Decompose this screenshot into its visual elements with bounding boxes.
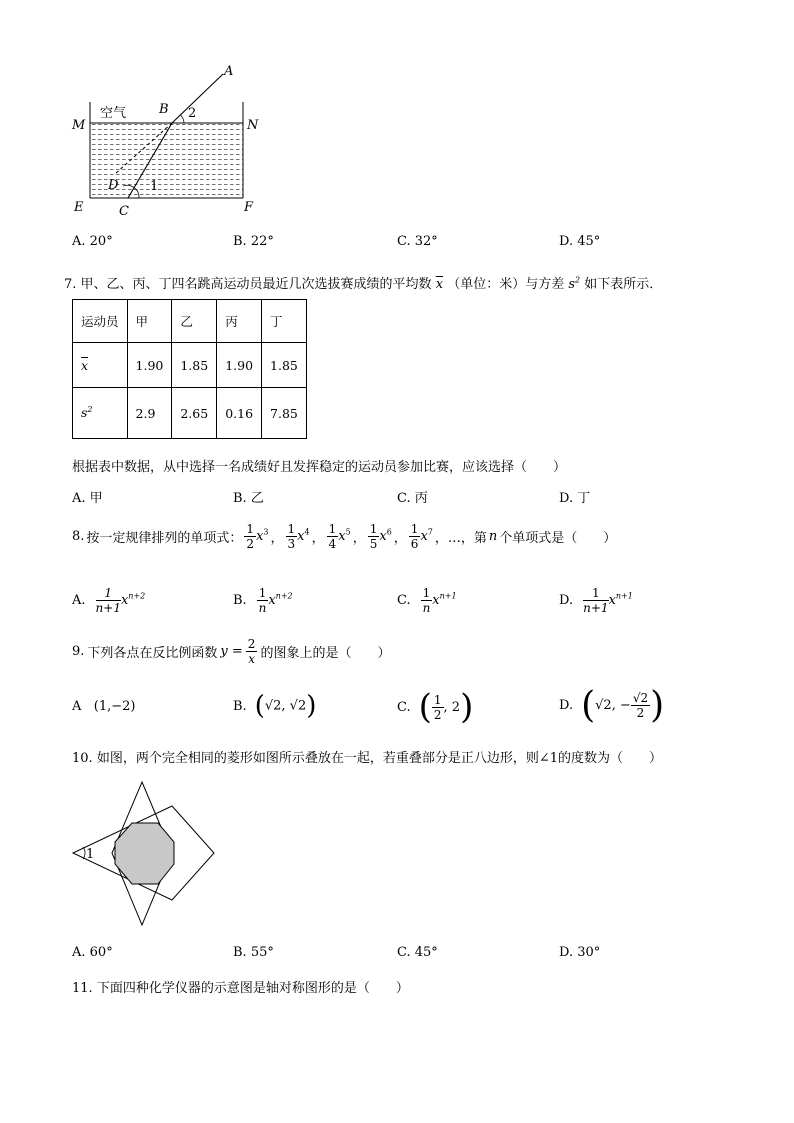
label-C: C xyxy=(119,204,129,219)
table-cell: 2.65 xyxy=(172,388,217,439)
q11-number: 11. xyxy=(72,981,93,996)
table-cell: 1.85 xyxy=(262,343,307,388)
table-header-cell: 运动员 xyxy=(73,300,128,343)
q7-table xyxy=(72,299,307,439)
q6-option-a[interactable]: A. 20° xyxy=(72,234,113,249)
table-row xyxy=(73,300,307,343)
q10-option-b[interactable]: B. 55° xyxy=(233,945,274,960)
q11-stem-text: 下面四种化学仪器的示意图是轴对称图形的是（ ） xyxy=(96,981,409,996)
rhombus-figure xyxy=(70,778,222,930)
q7-stem-a: 甲、乙、丙、丁四名跳高运动员最近几次选拔赛成绩的平均数 xyxy=(80,277,432,292)
q8-stem-b: ，…，第 xyxy=(434,531,487,546)
q8-term: $\frac{1}{6}$ $x^7$ xyxy=(410,522,433,551)
table-row-label-variance: $s^2$ xyxy=(73,388,128,439)
q9-func-fraction: $\frac{2}{x}$ xyxy=(247,637,256,666)
label-D: D xyxy=(108,178,119,193)
q6-option-b[interactable]: B. 22° xyxy=(233,234,274,249)
label-angle1: 1 xyxy=(86,847,95,862)
table-row xyxy=(73,388,307,439)
angle2-arc xyxy=(181,115,185,123)
octagon-overlap xyxy=(115,823,174,884)
table-header-cell: 丙 xyxy=(217,300,262,343)
label-E: E xyxy=(74,200,84,215)
q10-option-d[interactable]: D. 30° xyxy=(559,945,601,960)
q8-stem-a: 按一定规律排列的单项式： xyxy=(86,531,243,546)
q7-question: 根据表中数据，从中选择一名成绩好且发挥稳定的运动员参加比赛，应该选择（ ） xyxy=(72,460,567,475)
angle1-arc xyxy=(83,847,85,859)
q7-s2: $s^2$ xyxy=(568,275,581,292)
q9-option-b[interactable]: B. (√2, √2) xyxy=(233,691,317,721)
incident-ray xyxy=(172,74,223,123)
q6-option-d[interactable]: D. 45° xyxy=(559,234,601,249)
table-cell: 1.90 xyxy=(127,343,172,388)
q9-option-d[interactable]: D. ( √2, − $\frac{√2}{2}$ ) xyxy=(559,685,665,726)
q9-func-lhs: y = xyxy=(220,644,243,659)
q11-stem xyxy=(72,977,409,996)
label-air: 空气 xyxy=(100,106,127,121)
label-angle1: 1 xyxy=(150,179,159,194)
q9-stem-b: 的图象上的是（ ） xyxy=(260,646,391,661)
q9-option-a[interactable]: A (1,−2) xyxy=(72,699,136,714)
table-cell: 1.85 xyxy=(172,343,217,388)
q7-option-a[interactable]: A. 甲 xyxy=(72,491,103,506)
q7-xbar: $\overline{x}$ xyxy=(435,277,444,292)
q8-stem-c: 个单项式是（ ） xyxy=(499,531,617,546)
q8-term: $\frac{1}{4}$ $x^5$ xyxy=(328,522,351,551)
table-cell: 0.16 xyxy=(217,388,262,439)
q8-option-b[interactable]: B. $\frac{1}{n}$ $x^{n+2}$ xyxy=(233,586,293,615)
q8-number: 8. xyxy=(72,529,85,544)
q8-term: $\frac{1}{2}$ $x^3$ xyxy=(246,522,269,551)
q7-number: 7. xyxy=(64,277,77,292)
table-header-cell: 丁 xyxy=(262,300,307,343)
table-cell: 7.85 xyxy=(262,388,307,439)
table-header-cell: 甲 xyxy=(127,300,172,343)
q8-option-c[interactable]: C. $\frac{1}{n}$ $x^{n+1}$ xyxy=(397,586,457,615)
table-cell: 2.9 xyxy=(127,388,172,439)
table-cell: 1.90 xyxy=(217,343,262,388)
label-M: M xyxy=(72,118,86,133)
q10-stem xyxy=(72,747,662,766)
q6-option-c[interactable]: C. 32° xyxy=(397,234,438,249)
q9-option-c[interactable]: C. ( $\frac{1}{2}$ , 2 ) xyxy=(397,687,474,727)
q8-option-d[interactable]: D. $\frac{1}{n+1}$ $x^{n+1}$ xyxy=(559,586,633,615)
table-row xyxy=(73,343,307,388)
q10-option-c[interactable]: C. 45° xyxy=(397,945,438,960)
label-N: N xyxy=(247,118,259,133)
q9-number: 9. xyxy=(72,644,85,659)
q7-option-d[interactable]: D. 丁 xyxy=(559,491,591,506)
q8-term: $\frac{1}{5}$ $x^6$ xyxy=(369,522,392,551)
q8-term: $\frac{1}{3}$ $x^4$ xyxy=(287,522,310,551)
table-row-label-mean: $\overline{x}$ xyxy=(73,343,128,388)
label-B: B xyxy=(159,102,169,117)
q10-stem-text: 如图，两个完全相同的菱形如图所示叠放在一起，若重叠部分是正八边形，则∠1的度数为（ ） xyxy=(96,751,662,766)
label-angle2: 2 xyxy=(188,106,197,121)
q7-stem-b: （单位：米）与方差 xyxy=(447,277,565,292)
table-header-cell: 乙 xyxy=(172,300,217,343)
label-A: A xyxy=(224,64,234,79)
q9-stem xyxy=(72,637,390,666)
q10-option-a[interactable]: A. 60° xyxy=(72,945,113,960)
q7-stem xyxy=(64,273,662,292)
q9-stem-a: 下列各点在反比例函数 xyxy=(87,646,218,661)
label-F: F xyxy=(244,200,254,215)
refraction-figure xyxy=(68,62,268,222)
q8-n: n xyxy=(488,529,498,544)
q7-stem-c: 如下表所示． xyxy=(584,277,663,292)
q7-option-b[interactable]: B. 乙 xyxy=(233,491,264,506)
q10-number: 10. xyxy=(72,751,93,766)
q8-stem: 8. 按一定规律排列的单项式： $\frac{1}{2}$ $x^3$ ， $\frac{1}{3}$ $x^4$ ， $\frac{1}{4}$ $x^5$ ， $\frac{1}{5}$ $x^6$ ， $\frac{1}{6}$ $x^7$ ，…，第 n 个单项式是（ ） xyxy=(72,522,617,551)
q8-option-a[interactable]: A. $\frac{1}{n+1}$ $x^{n+2}$ xyxy=(72,586,146,615)
q7-option-c[interactable]: C. 丙 xyxy=(397,491,428,506)
